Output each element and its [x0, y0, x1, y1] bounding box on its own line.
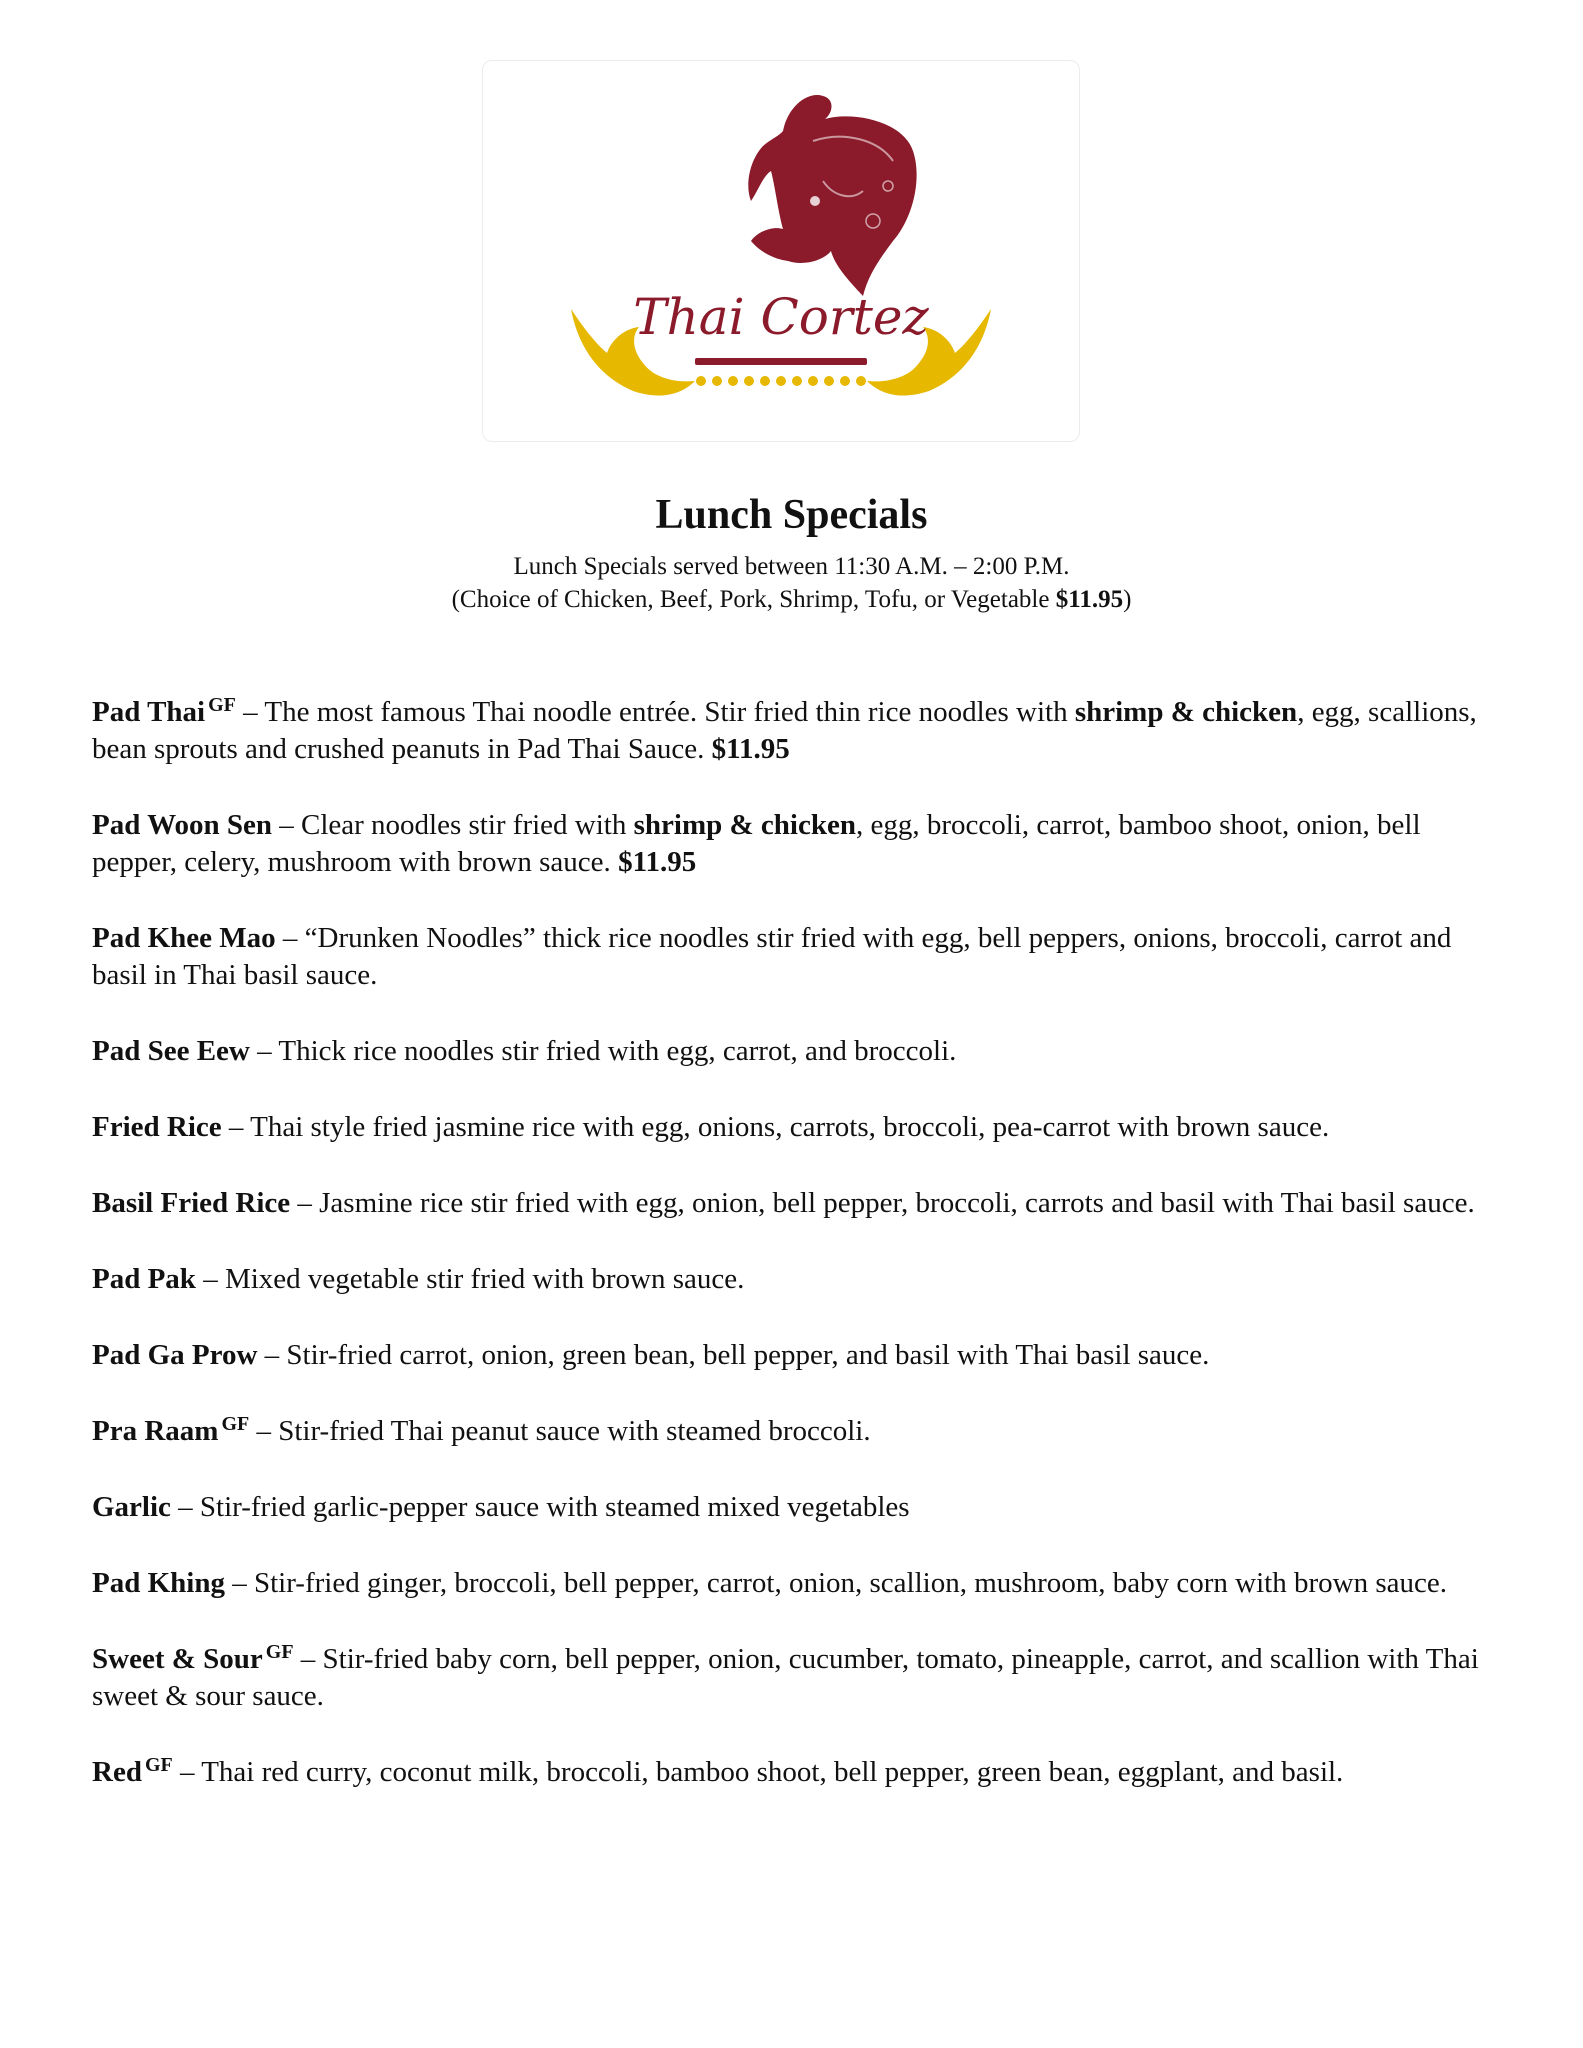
serving-hours: Lunch Specials served between 11:30 A.M. – 2:00 P.M. — [513, 553, 1070, 580]
gluten-free-badge: GF — [221, 1413, 250, 1435]
item-name: Red — [92, 1756, 142, 1788]
menu-item-pad-khing: Pad Khing – Stir-fried ginger, broccoli, bell pepper, carrot, onion, scallion, mushroom, baby corn with brown sauce. — [92, 1567, 1447, 1599]
item-price: $11.95 — [711, 733, 790, 765]
menu-items — [92, 694, 1492, 1830]
item-name: Pad See Eew — [92, 1035, 250, 1067]
item-name: Pad Woon Sen — [92, 809, 272, 841]
item-price: $11.95 — [618, 846, 697, 878]
menu-item-pad-see-eew: Pad See Eew – Thick rice noodles stir fried with egg, carrot, and broccoli. — [92, 1035, 957, 1067]
logo — [482, 60, 1080, 442]
gluten-free-badge: GF — [208, 694, 236, 716]
item-name: Pad Khing — [92, 1567, 225, 1599]
item-name: Sweet & Sour — [92, 1643, 263, 1675]
menu-item-basil-fried-rice: Basil Fried Rice – Jasmine rice stir fried with egg, onion, bell pepper, broccoli, carrots and basil with Thai basil sauce. — [92, 1187, 1475, 1219]
menu-item-red-curry: Red $^{GF}$ – Thai red curry, coconut milk, broccoli, bamboo shoot, bell pepper, green bean, eggplant, and basil. — [92, 1754, 1344, 1788]
item-name: Garlic — [92, 1491, 171, 1523]
item-name: Basil Fried Rice — [92, 1187, 291, 1219]
menu-item-pad-ga-prow: Pad Ga Prow – Stir-fried carrot, onion, green bean, bell pepper, and basil with Thai basil sauce. — [92, 1339, 1210, 1371]
menu-item-pad-khee-mao: Pad Khee Mao – “Drunken Noodles” thick rice noodles stir fried with egg, bell peppers, onions, broccoli, carrot and basil in Thai basil sauce. — [92, 922, 1452, 991]
menu-item-pra-raam: Pra Raam $^{GF}$ – Stir-fried Thai peanut sauce with steamed broccoli. — [92, 1413, 871, 1447]
item-name: Pad Khee Mao — [92, 922, 276, 954]
item-name: Pad Ga Prow — [92, 1339, 258, 1371]
menu-item-sweet-and-sour: Sweet & Sour $^{GF}$ – Stir-fried baby corn, bell pepper, onion, cucumber, tomato, pineapple, carrot, and scallion with Thai sweet & sour sauce. — [92, 1641, 1479, 1712]
page-title: Lunch Specials — [655, 492, 928, 538]
item-name: Pad Pak — [92, 1263, 196, 1295]
item-name: Pra Raam — [92, 1415, 219, 1447]
item-name: Pad Thai — [92, 696, 206, 728]
item-name: Fried Rice — [92, 1111, 222, 1143]
protein-choice-note: (Choice of Chicken, Beef, Pork, Shrimp, Tofu, or Vegetable $11.95) — [451, 586, 1132, 613]
menu-item-fried-rice: Fried Rice – Thai style fried jasmine rice with egg, onions, carrots, broccoli, pea-carrot with brown sauce. — [92, 1111, 1330, 1143]
base-price: $11.95 — [1055, 586, 1124, 613]
gluten-free-badge: GF — [265, 1641, 294, 1663]
menu-item-pad-thai: Pad Thai $^{GF}$ – The most famous Thai noodle entrée. Stir fried thin rice noodles with shrimp & chicken, egg, scallions, bean sprouts and crushed peanuts in Pad Thai Sauce. $11.95 — [92, 694, 1477, 765]
gluten-free-badge: GF — [144, 1754, 173, 1776]
menu-item-pad-pak: Pad Pak – Mixed vegetable stir fried with brown sauce. — [92, 1263, 745, 1295]
svg-text:Thai Cortez: Thai Cortez — [633, 288, 929, 346]
menu-item-pad-woon-sen: Pad Woon Sen – Clear noodles stir fried with shrimp & chicken, egg, broccoli, carrot, bamboo shoot, onion, bell pepper, celery, mushroom with brown sauce. $11.95 — [92, 809, 1421, 878]
elephant-logo-icon — [483, 61, 1079, 441]
menu-item-garlic: Garlic – Stir-fried garlic-pepper sauce with steamed mixed vegetables — [92, 1491, 910, 1523]
menu-header — [0, 490, 1583, 616]
